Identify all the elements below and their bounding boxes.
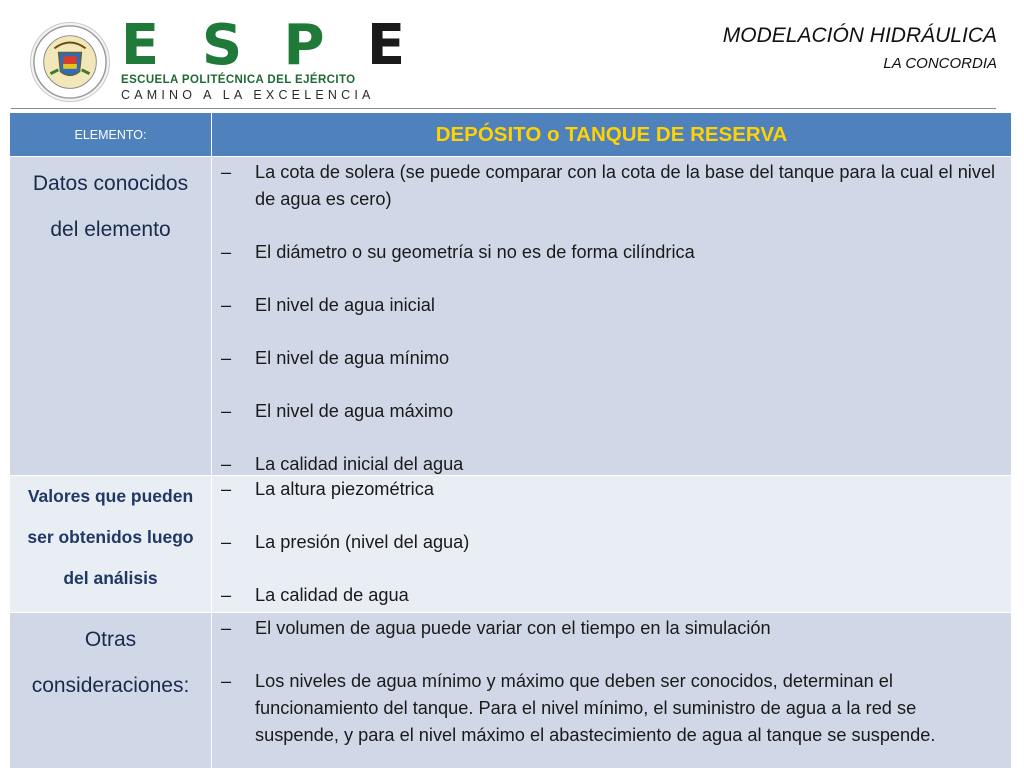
list-item [218,345,1001,372]
dash-bullet-icon: – [220,618,232,638]
list-item [218,529,1001,556]
item-text: Los niveles de agua mínimo y máximo que deben ser conocidos, determinan el funcionamiento del tanque. Para el nivel mínimo, el suministro de agua a la red se suspende, y para el nivel máximo el abastecimiento de agua al tanque se suspende. [255,671,936,745]
item-text: El volumen de agua puede variar con el tiempo en la simulación [255,618,771,638]
list-item [218,159,1001,213]
row-label-line: del análisis [63,568,158,588]
dash-bullet-icon: – [220,454,232,474]
dash-bullet-icon: – [220,348,232,368]
course-title: MODELACIÓN HIDRÁULICA [722,24,997,47]
row-items-cell [212,476,1012,613]
dash-bullet-icon: – [220,162,232,182]
row-label-cell [10,476,212,613]
row-label-cell [10,157,212,476]
item-list [212,157,1011,475]
item-list [212,476,1011,612]
dash-bullet-icon: – [220,295,232,315]
dash-bullet-icon: – [220,479,232,499]
row-label-line: Otras [84,628,137,651]
school-name: ESCUELA POLITÉCNICA DEL EJÉRCITO [121,74,356,86]
list-item [218,582,1001,609]
dash-bullet-icon: – [220,671,232,691]
item-text: El nivel de agua inicial [255,295,435,315]
item-text: La presión (nivel del agua) [255,532,470,552]
list-item [218,239,1001,266]
row-label [10,476,211,599]
table-row [10,613,1012,768]
item-text: El nivel de agua mínimo [255,348,450,368]
item-text: La cota de solera (se puede comparar con la cota de la base del tanque para la cual el nivel de agua es cero) [255,162,996,209]
table-row [10,157,1012,476]
list-item [218,292,1001,319]
row-items-cell [212,613,1012,768]
item-text: La calidad inicial del agua [255,454,464,474]
row-label-line: ser obtenidos luego [27,527,194,547]
row-label-line: consideraciones: [31,674,190,697]
wordmark-letter-e1: E [120,13,160,78]
header-divider [11,108,996,109]
school-motto: CAMINO A LA EXCELENCIA [121,88,375,102]
list-item [218,668,1001,749]
wordmark-letter-p: P [283,13,325,78]
row-label [10,613,211,709]
university-seal-logo [30,22,110,102]
seal-emblem-icon [31,23,109,101]
dash-bullet-icon: – [220,401,232,421]
item-text: La altura piezométrica [255,479,434,499]
item-text: El nivel de agua máximo [255,401,454,421]
table-header-row [10,113,1012,157]
header-element-name: DEPÓSITO o TANQUE DE RESERVA [212,113,1012,157]
row-label-line: Datos conocidos [32,172,189,195]
table-row [10,476,1012,613]
dash-bullet-icon: – [220,242,232,262]
row-label [10,157,211,253]
row-items-cell [212,157,1012,476]
item-text: El diámetro o su geometría si no es de forma cilíndrica [255,242,695,262]
dash-bullet-icon: – [220,585,232,605]
row-label-line: Valores que pueden [27,486,194,506]
list-item [218,476,1001,503]
header-element-label: ELEMENTO: [10,113,212,157]
item-list [212,613,1011,768]
wordmark-letter-e2: E [366,13,406,78]
element-info-table [9,112,1012,768]
dash-bullet-icon: – [220,532,232,552]
course-subtitle: LA CONCORDIA [883,55,997,72]
slide-header [0,0,1024,112]
row-label-line: del elemento [50,218,171,241]
list-item [218,398,1001,425]
row-label-cell [10,613,212,768]
list-item [218,615,1001,642]
wordmark-letter-s: S [201,13,243,78]
item-text: La calidad de agua [255,585,409,605]
espe-wordmark [116,13,410,78]
list-item [218,451,1001,478]
